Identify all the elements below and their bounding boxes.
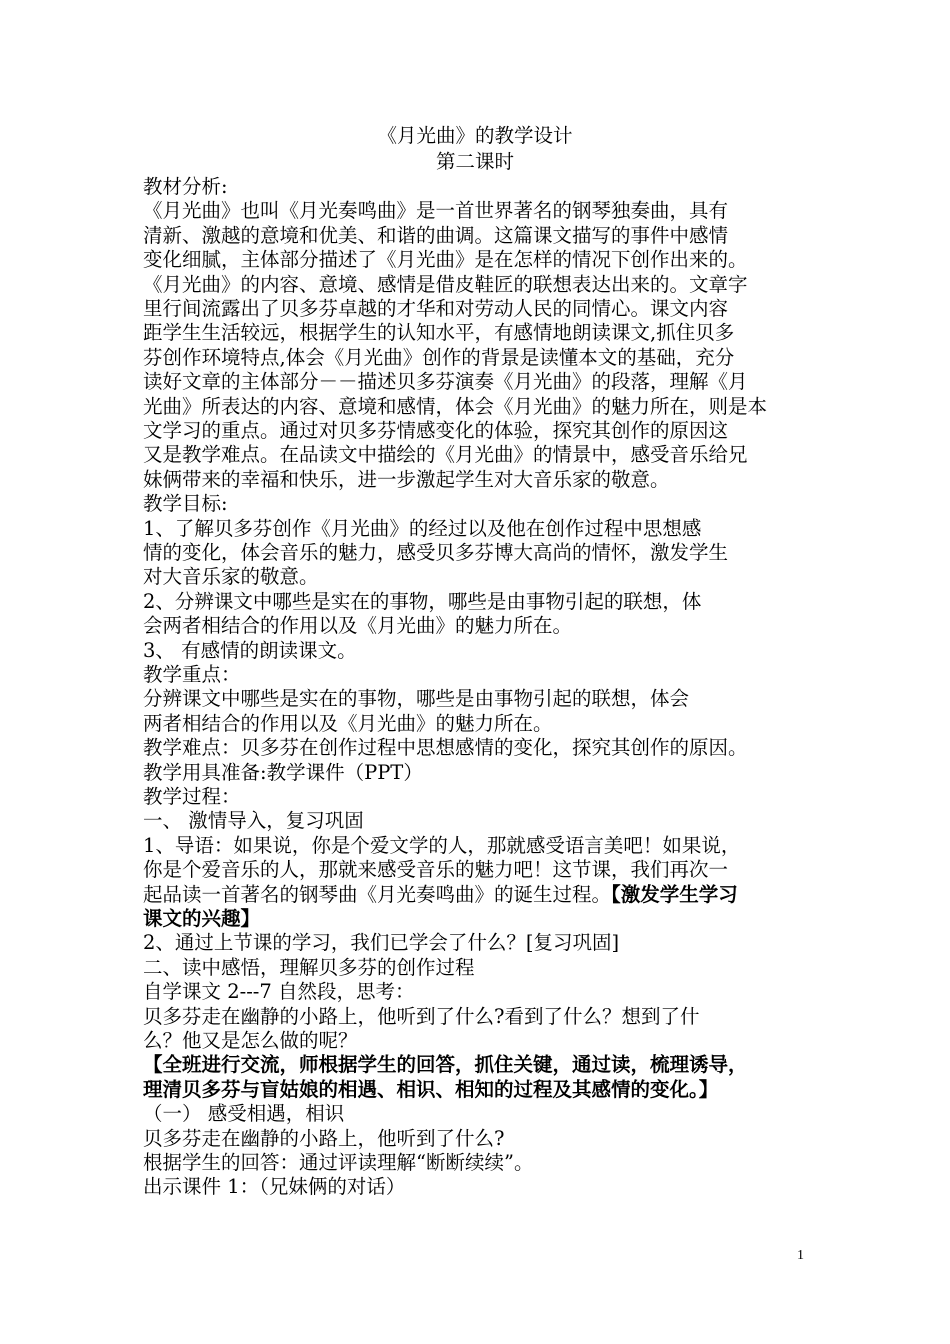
body-line: 里行间流露出了贝多芬卓越的才华和对劳动人民的同情心。课文内容 [143, 297, 729, 320]
body-line: 出示课件 1：（兄妹俩的对话） [143, 1175, 406, 1199]
body-line: 芬创作环境特点,体会《月光曲》创作的背景是读懂本文的基础，充分 [143, 345, 735, 369]
body-line: 1、了解贝多芬创作《月光曲》的经过以及他在创作过程中思想感 [143, 516, 702, 540]
body-line: （一） 感受相遇，相识 [143, 1102, 345, 1126]
document-title: 《月光曲》的教学设计 [377, 124, 573, 147]
body-line: 2、通过上节课的学习，我们已学会了什么？[复习巩固] [143, 931, 620, 955]
body-line: 3、 有感情的朗读课文。 [143, 638, 357, 662]
body-line: 2、分辨课文中哪些是实在的事物，哪些是由事物引起的联想，体 [143, 589, 702, 613]
body-line: 文学习的重点。通过对贝多芬情感变化的体验，探究其创作的原因这 [143, 419, 729, 442]
body-line: 1、导语：如果说，你是个爱文学的人，那就感受语言美吧！如果说， [143, 833, 741, 857]
body-line: 教学目标: [143, 492, 228, 516]
body-line: 起品读一首著名的钢琴曲《月光奏鸣曲》的诞生过程。【激发学生学习 [143, 882, 738, 906]
body-line: 又是教学难点。在品读文中描绘的《月光曲》的情景中，感受音乐给兄 [143, 443, 748, 467]
body-line: 理清贝多芬与盲姑娘的相遇、相识、相知的过程及其感情的变化。】 [143, 1077, 719, 1101]
body-line: 课文的兴趣】 [143, 907, 261, 930]
body-line: 教学过程： [143, 785, 241, 808]
body-line: 【全班进行交流，师根据学生的回答，抓住关键，通过读，梳理诱导， [143, 1053, 748, 1077]
document-subtitle: 第二课时 [435, 150, 514, 173]
body-line: 二、读中感悟，理解贝多芬的创作过程 [143, 955, 475, 979]
body-line: 分辨课文中哪些是实在的事物，哪些是由事物引起的联想，体会 [143, 687, 690, 711]
body-line: 距学生生活较远，根据学生的认知水平，有感情地朗读课文,抓住贝多 [143, 321, 735, 345]
body-line: 教材分析: [143, 175, 228, 198]
body-line: 对大音乐家的敬意。 [143, 565, 319, 589]
body-line: 一、 激情导入，复习巩固 [143, 809, 364, 833]
body-line: 教学用具准备:教学课件（PPT） [143, 760, 423, 784]
body-line: 妹俩带来的幸福和快乐，进一步激起学生对大音乐家的敬意。 [143, 467, 670, 491]
body-line: 会两者相结合的作用以及《月光曲》的魅力所在。 [143, 614, 573, 638]
body-line: 《月光曲》也叫《月光奏鸣曲》是一首世界著名的钢琴独奏曲，具有 [143, 199, 729, 223]
body-line: 变化细腻，主体部分描述了《月光曲》是在怎样的情况下创作出来的。 [143, 248, 748, 272]
body-line: 情的变化，体会音乐的魅力，感受贝多芬博大高尚的情怀，激发学生 [143, 541, 729, 564]
body-line: 读好文章的主体部分－－描述贝多芬演奏《月光曲》的段落，理解《月 [143, 370, 748, 394]
body-line: 教学重点： [143, 663, 241, 686]
body-line: 清新、激越的意境和优美、和谐的曲调。这篇课文描写的事件中感情 [143, 223, 729, 247]
body-line: 《月光曲》的内容、意境、感情是借皮鞋匠的联想表达出来的。文章字 [143, 272, 748, 296]
body-line: 贝多芬走在幽静的小路上，他听到了什么? [143, 1126, 505, 1150]
body-line: 自学课文 2---7 自然段，思考： [143, 980, 415, 1004]
body-line: 光曲》所表达的内容、意境和感情，体会《月光曲》的魅力所在，则是本 [143, 394, 768, 418]
body-line: 教学难点：贝多芬在创作过程中思想感情的变化，探究其创作的原因。 [143, 736, 748, 760]
body-line: 根据学生的回答：通过评读理解“断断续续”。 [143, 1151, 534, 1174]
page-number: 1 [797, 1248, 804, 1263]
body-line: 你是个爱音乐的人，那就来感受音乐的魅力吧！这节课，我们再次一 [143, 858, 729, 882]
body-line: 两者相结合的作用以及《月光曲》的魅力所在。 [143, 711, 553, 735]
body-line: 么？他又是怎么做的呢？ [143, 1029, 358, 1052]
body-line: 贝多芬走在幽静的小路上，他听到了什么?看到了什么？想到了什 [143, 1004, 700, 1028]
